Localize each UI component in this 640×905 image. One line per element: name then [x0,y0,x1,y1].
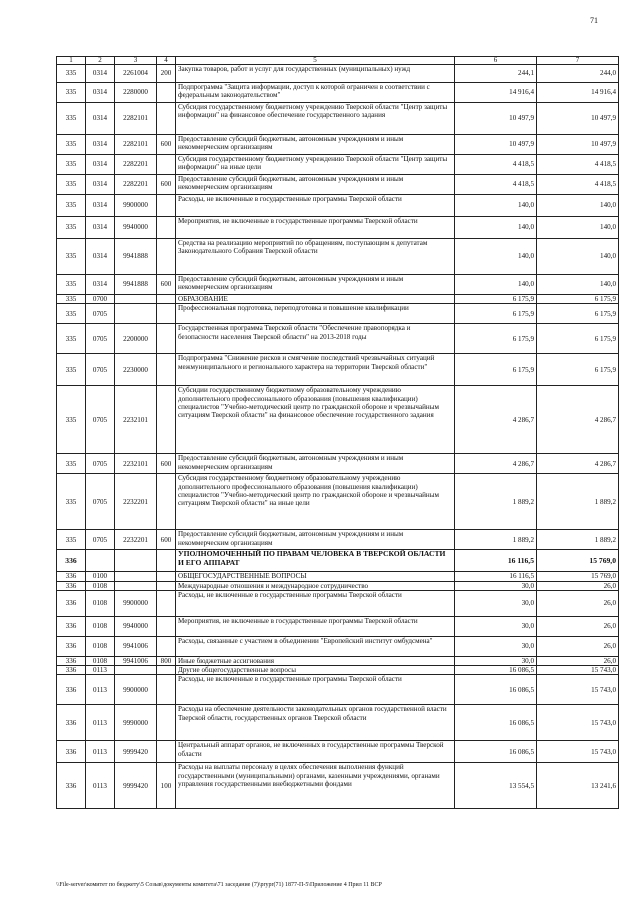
cell-subsection: 0705 [86,454,115,474]
cell-target-article: 9999420 [115,763,157,809]
cell-amount-7: 10 497,9 [537,103,619,135]
cell-amount-7: 14 916,4 [537,83,619,103]
cell-amount-6: 13 554,5 [455,763,537,809]
cell-section: 335 [57,83,86,103]
cell-expense-type [157,217,176,239]
cell-amount-6: 16 116,5 [455,550,537,572]
cell-name: Субсидия государственному бюджетному образовательному учреждению дополнительного профессионального образования (повышения квалификации) специалистов "Учебно-методический центр по гражданской обороне и чрезвычайным ситуациям Тверской области" на иные цели [176,474,455,530]
cell-target-article: 9941888 [115,239,157,275]
cell-section: 335 [57,217,86,239]
cell-amount-6: 6 175,9 [455,304,537,324]
cell-amount-7: 4 286,7 [537,386,619,454]
cell-amount-7: 6 175,9 [537,304,619,324]
cell-name: Международные отношения и международное сотрудничество [176,581,455,590]
cell-amount-6: 1 889,2 [455,530,537,550]
cell-section: 335 [57,135,86,155]
table-row [57,135,619,155]
cell-amount-7: 4 286,7 [537,454,619,474]
cell-name: Иные бюджетные ассигнования [176,656,455,665]
cell-amount-7: 140,0 [537,217,619,239]
cell-target-article: 9940000 [115,217,157,239]
cell-target-article: 9900000 [115,590,157,616]
table-row [57,581,619,590]
cell-section: 336 [57,656,86,665]
cell-name: Предоставление субсидий бюджетным, автономным учреждениям и иным некоммерческим организациям [176,275,455,295]
table-row [57,474,619,530]
cell-subsection: 0113 [86,666,115,675]
table-row [57,175,619,195]
cell-subsection: 0314 [86,135,115,155]
cell-name: Другие общегосударственные вопросы [176,666,455,675]
cell-expense-type [157,304,176,324]
cell-expense-type [157,155,176,175]
table-row [57,454,619,474]
cell-subsection: 0700 [86,295,115,304]
cell-target-article [115,581,157,590]
header-row [57,57,619,65]
cell-amount-7: 26,0 [537,581,619,590]
cell-section: 335 [57,155,86,175]
cell-amount-6: 16 116,5 [455,572,537,581]
cell-name: Расходы, не включенные в государственные программы Тверской области [176,675,455,705]
cell-section: 336 [57,636,86,656]
cell-amount-7: 1 889,2 [537,474,619,530]
cell-amount-6: 30,0 [455,616,537,636]
cell-amount-6: 244,1 [455,65,537,83]
table-row [57,83,619,103]
cell-amount-7: 26,0 [537,616,619,636]
cell-target-article: 2282101 [115,135,157,155]
cell-amount-6: 140,0 [455,239,537,275]
cell-amount-7: 15 743,0 [537,741,619,763]
cell-subsection [86,550,115,572]
table-row [57,572,619,581]
cell-subsection: 0314 [86,155,115,175]
cell-expense-type [157,590,176,616]
cell-amount-6: 30,0 [455,590,537,616]
table-row [57,666,619,675]
cell-target-article [115,572,157,581]
cell-section: 336 [57,616,86,636]
col-header-2: 2 [86,57,115,65]
cell-amount-6: 30,0 [455,581,537,590]
cell-target-article: 2200000 [115,324,157,354]
cell-amount-6: 16 086,5 [455,705,537,741]
cell-name: Расходы, связанные с участием в объединении "Европейский институт омбудсмена" [176,636,455,656]
cell-subsection: 0314 [86,275,115,295]
cell-amount-7: 244,0 [537,65,619,83]
cell-expense-type: 600 [157,454,176,474]
cell-amount-6: 140,0 [455,195,537,217]
table-row [57,590,619,616]
table-row [57,741,619,763]
cell-target-article: 9941888 [115,275,157,295]
cell-target-article [115,304,157,324]
cell-section: 335 [57,103,86,135]
cell-section: 336 [57,705,86,741]
cell-target-article: 9990000 [115,705,157,741]
cell-target-article: 9900000 [115,195,157,217]
cell-amount-6: 16 086,5 [455,741,537,763]
cell-name: Субсидия государственному бюджетному учреждению Тверской области "Центр защиты информации" на иные цели [176,155,455,175]
cell-amount-7: 15 743,0 [537,675,619,705]
cell-subsection: 0314 [86,217,115,239]
cell-amount-6: 16 086,5 [455,666,537,675]
cell-target-article: 2232201 [115,530,157,550]
cell-subsection: 0108 [86,590,115,616]
cell-amount-6: 1 889,2 [455,474,537,530]
cell-section: 336 [57,590,86,616]
cell-name: Расходы на обеспечение деятельности законодательных органов государственной власти Тверской области, государственных органов Тверской области [176,705,455,741]
cell-expense-type [157,675,176,705]
cell-amount-6: 140,0 [455,217,537,239]
cell-amount-7: 140,0 [537,195,619,217]
cell-expense-type: 600 [157,530,176,550]
cell-name: Подпрограмма "Защита информации, доступ к которой ограничен в соответствии с федеральным законодательством" [176,83,455,103]
cell-subsection: 0113 [86,763,115,809]
cell-subsection: 0314 [86,83,115,103]
cell-expense-type [157,572,176,581]
cell-name: Расходы, не включенные в государственные программы Тверской области [176,195,455,217]
cell-target-article [115,666,157,675]
cell-name: Предоставление субсидий бюджетным, автономным учреждениям и иным некоммерческим организациям [176,454,455,474]
cell-target-article: 9940000 [115,616,157,636]
cell-expense-type [157,636,176,656]
cell-expense-type [157,195,176,217]
cell-section: 336 [57,581,86,590]
cell-subsection: 0705 [86,354,115,386]
page-number: 71 [590,16,598,25]
cell-amount-6: 4 286,7 [455,386,537,454]
cell-amount-6: 6 175,9 [455,354,537,386]
cell-amount-7: 140,0 [537,239,619,275]
cell-target-article: 9900000 [115,675,157,705]
table-row [57,324,619,354]
table-row [57,656,619,665]
cell-amount-6: 30,0 [455,656,537,665]
cell-section: 336 [57,666,86,675]
cell-target-article: 2282201 [115,155,157,175]
cell-amount-7: 26,0 [537,656,619,665]
cell-amount-6: 14 916,4 [455,83,537,103]
table-row [57,295,619,304]
cell-amount-7: 13 241,6 [537,763,619,809]
cell-expense-type: 600 [157,135,176,155]
cell-expense-type [157,705,176,741]
cell-name: Расходы, не включенные в государственные программы Тверской области [176,590,455,616]
cell-amount-7: 15 743,0 [537,705,619,741]
cell-target-article [115,295,157,304]
footer-path: \\File-server\комитет по бюджету\5 Созыв\документы комитета\71 заседание (7)\prуpr(71) 1877-П-5\Приложение 4 Прил 11 ВСР [56,882,382,888]
cell-subsection: 0314 [86,195,115,217]
col-header-3: 3 [115,57,157,65]
col-header-1: 1 [57,57,86,65]
cell-amount-7: 6 175,9 [537,295,619,304]
cell-amount-6: 16 086,5 [455,675,537,705]
cell-expense-type: 600 [157,275,176,295]
cell-subsection: 0314 [86,239,115,275]
cell-amount-6: 10 497,9 [455,103,537,135]
cell-section: 335 [57,474,86,530]
cell-expense-type [157,386,176,454]
cell-section: 335 [57,239,86,275]
cell-name: Закупка товаров, работ и услуг для государственных (муниципальных) нужд [176,65,455,83]
cell-expense-type [157,550,176,572]
cell-subsection: 0100 [86,572,115,581]
cell-amount-7: 26,0 [537,590,619,616]
cell-name: Мероприятия, не включенные в государственные программы Тверской области [176,217,455,239]
cell-section: 335 [57,65,86,83]
cell-expense-type: 800 [157,656,176,665]
cell-target-article: 9941006 [115,656,157,665]
cell-expense-type [157,295,176,304]
cell-subsection: 0314 [86,65,115,83]
cell-target-article: 9999420 [115,741,157,763]
cell-expense-type [157,83,176,103]
table-row [57,675,619,705]
table-row [57,103,619,135]
cell-section: 335 [57,454,86,474]
cell-amount-7: 1 889,2 [537,530,619,550]
cell-section: 335 [57,295,86,304]
cell-name: Расходы на выплаты персоналу в целях обеспечения выполнения функций государственными (муниципальными) органами, казенными учреждениями, органами управления государственными внебюджетными фондами [176,763,455,809]
cell-target-article: 2282201 [115,175,157,195]
cell-amount-6: 30,0 [455,636,537,656]
cell-target-article: 2230000 [115,354,157,386]
cell-section: 336 [57,550,86,572]
cell-expense-type [157,239,176,275]
cell-subsection: 0108 [86,616,115,636]
table-row [57,550,619,572]
cell-section: 335 [57,324,86,354]
cell-target-article: 2261004 [115,65,157,83]
cell-section: 336 [57,675,86,705]
table-row [57,705,619,741]
cell-name: Предоставление субсидий бюджетным, автономным учреждениям и иным некоммерческим организациям [176,175,455,195]
col-header-4: 4 [157,57,176,65]
cell-section: 335 [57,530,86,550]
table-row [57,616,619,636]
cell-expense-type [157,324,176,354]
cell-amount-6: 6 175,9 [455,324,537,354]
cell-target-article: 2232101 [115,454,157,474]
cell-amount-7: 140,0 [537,275,619,295]
cell-subsection: 0113 [86,705,115,741]
cell-amount-6: 4 418,5 [455,155,537,175]
cell-subsection: 0314 [86,103,115,135]
table-row [57,275,619,295]
cell-subsection: 0705 [86,474,115,530]
cell-target-article: 9941006 [115,636,157,656]
cell-name: Субсидии государственному бюджетному образовательному учреждению дополнительного профессионального образования (повышения квалификации) специалистов "Учебно-методический центр по гражданской обороне и чрезвычайным ситуациям Тверской области" на финансовое обеспечение государственного задания [176,386,455,454]
cell-section: 335 [57,275,86,295]
cell-amount-7: 6 175,9 [537,354,619,386]
budget-table [56,56,619,809]
cell-target-article [115,550,157,572]
table-row [57,155,619,175]
cell-target-article: 2280000 [115,83,157,103]
cell-amount-7: 26,0 [537,636,619,656]
cell-expense-type [157,616,176,636]
cell-expense-type: 100 [157,763,176,809]
table-row [57,304,619,324]
cell-amount-7: 10 497,9 [537,135,619,155]
table-row [57,386,619,454]
cell-amount-7: 4 418,5 [537,155,619,175]
cell-name: Государственная программа Тверской области "Обеспечение правопорядка и безопасности населения Тверской области" на 2013-2018 годы [176,324,455,354]
cell-amount-6: 140,0 [455,275,537,295]
cell-name: Профессиональная подготовка, переподготовка и повышение квалификации [176,304,455,324]
cell-subsection: 0705 [86,386,115,454]
table-row [57,763,619,809]
cell-subsection: 0108 [86,656,115,665]
cell-subsection: 0705 [86,530,115,550]
cell-amount-7: 4 418,5 [537,175,619,195]
cell-name: Предоставление субсидий бюджетным, автономным учреждениям и иным некоммерческим организациям [176,135,455,155]
table-row [57,636,619,656]
cell-amount-7: 15 743,0 [537,666,619,675]
cell-subsection: 0108 [86,581,115,590]
cell-expense-type [157,741,176,763]
cell-name: Подпрограмма "Снижение рисков и смягчение последствий чрезвычайных ситуаций межмуниципального и регионального характера на территории Тверской области" [176,354,455,386]
cell-expense-type [157,581,176,590]
cell-name: Мероприятия, не включенные в государственные программы Тверской области [176,616,455,636]
cell-name: ОБЩЕГОСУДАРСТВЕННЫЕ ВОПРОСЫ [176,572,455,581]
table-row [57,65,619,83]
cell-target-article: 2282101 [115,103,157,135]
cell-amount-6: 4 286,7 [455,454,537,474]
table-row [57,217,619,239]
table-body [57,65,619,809]
cell-name: Субсидия государственному бюджетному учреждению Тверской области "Центр защиты информации" на финансовое обеспечение государственного задания [176,103,455,135]
cell-amount-6: 6 175,9 [455,295,537,304]
cell-subsection: 0314 [86,175,115,195]
cell-name: УПОЛНОМОЧЕННЫЙ ПО ПРАВАМ ЧЕЛОВЕКА В ТВЕРСКОЙ ОБЛАСТИ И ЕГО АППАРАТ [176,550,455,572]
col-header-6: 6 [455,57,537,65]
cell-section: 335 [57,195,86,217]
col-header-5: 5 [176,57,455,65]
cell-amount-6: 10 497,9 [455,135,537,155]
cell-name: Предоставление субсидий бюджетным, автономным учреждениям и иным некоммерческим организациям [176,530,455,550]
cell-expense-type [157,354,176,386]
cell-expense-type [157,474,176,530]
cell-expense-type [157,666,176,675]
cell-expense-type: 600 [157,175,176,195]
cell-section: 335 [57,304,86,324]
cell-name: Средства на реализацию мероприятий по обращениям, поступающим к депутатам Законодательного Собрания Тверской области [176,239,455,275]
cell-section: 336 [57,741,86,763]
cell-target-article: 2232101 [115,386,157,454]
cell-expense-type: 200 [157,65,176,83]
table-row [57,195,619,217]
cell-amount-7: 6 175,9 [537,324,619,354]
table-row [57,239,619,275]
cell-subsection: 0705 [86,324,115,354]
cell-subsection: 0705 [86,304,115,324]
cell-section: 336 [57,572,86,581]
cell-amount-7: 15 769,0 [537,550,619,572]
cell-expense-type [157,103,176,135]
cell-name: ОБРАЗОВАНИЕ [176,295,455,304]
table-row [57,354,619,386]
cell-subsection: 0113 [86,675,115,705]
table-row [57,530,619,550]
cell-section: 335 [57,354,86,386]
cell-section: 336 [57,763,86,809]
cell-section: 335 [57,175,86,195]
cell-amount-6: 4 418,5 [455,175,537,195]
cell-subsection: 0108 [86,636,115,656]
cell-amount-7: 15 769,0 [537,572,619,581]
cell-target-article: 2232201 [115,474,157,530]
cell-section: 335 [57,386,86,454]
cell-name: Центральный аппарат органов, не включенных в государственные программы Тверской области [176,741,455,763]
col-header-7: 7 [537,57,619,65]
cell-subsection: 0113 [86,741,115,763]
